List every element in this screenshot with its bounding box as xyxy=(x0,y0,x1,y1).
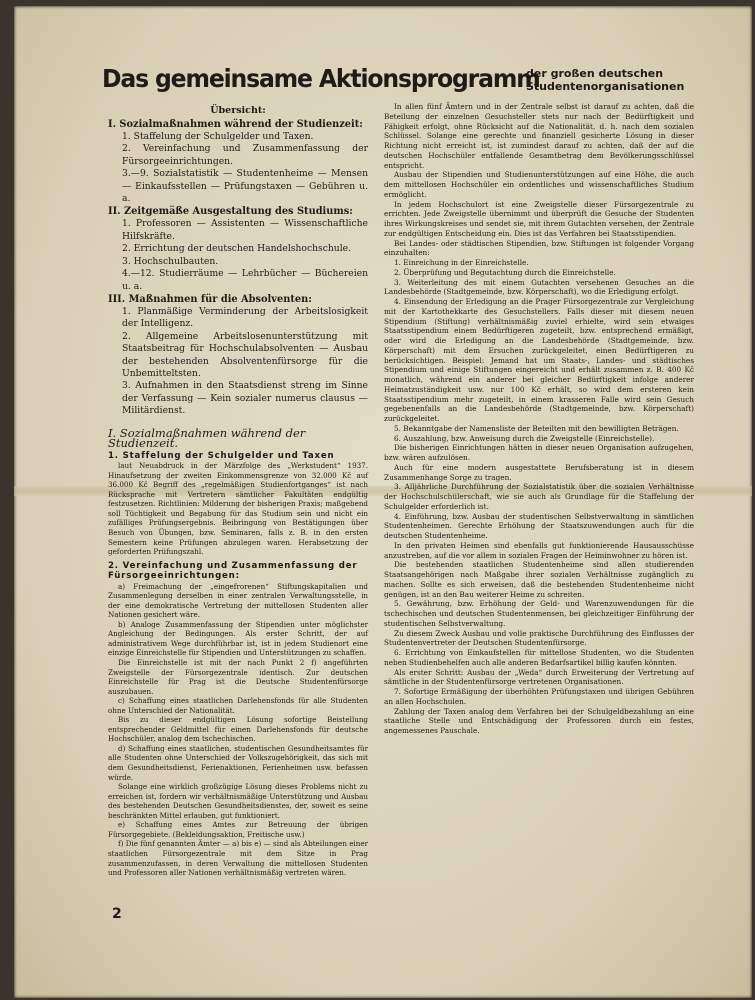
paragraph: 3. Weiterleitung des mit einem Gutachten versehenen Gesuches an die Landesbehörde (Stadtgemeinde, bzw. Körperschaft), wo die Erledigung erfolgt. xyxy=(384,277,694,297)
paragraph: Solange eine wirklich großzügige Lösung dieses Problems nicht zu erreichen ist, fordern wir verhältnismäßige Unterstützung und Ausbau des bestehenden Deutschen Gesundheitsdienstes, der, soweit es seine beschränkten Mittel erlauben, gut funktioniert. xyxy=(108,782,368,820)
subtitle-line-1: der großen deutschen xyxy=(526,67,664,80)
document-page xyxy=(14,6,752,998)
paragraph: Die bestehenden staatlichen Studentenheime sind allen studierenden Staatsangehörigen nach Maßgabe ihrer sozialen Verhältnisse zugänglich zu machen. Sollte es sich erweisen, daß die bestehenden Studentenheime nicht genügen, ist an den Bau weiterer Heime zu schreiten. xyxy=(384,560,694,599)
paragraph: In den privaten Heimen sind ebenfalls gut funktionierende Hausausschüsse anzustreben, auf die vor allem in sozialen Fragen der Heiminwohner zu hören ist. xyxy=(384,540,694,560)
overview-item: 1. Staffelung der Schulgelder und Taxen. xyxy=(122,131,314,143)
paragraph: e) Schaffung eines Amtes zur Betreuung der übrigen Fürsorgegebiete. (Bekleidungsaktion, Freitische usw.) xyxy=(108,820,368,839)
paragraph: 5. Bekanntgabe der Namensliste der Beteilten mit den bewilligten Beträgen. xyxy=(394,423,679,433)
paragraph: 5. Gewährung, bzw. Erhöhung der Geld- und Warenzuwendungen für die tschechischen und deutschen Studentenmensen, bei gleichzeitiger Einführung der studentischen Selbstverwaltung. xyxy=(384,599,694,628)
paragraph: 3. Alljährliche Durchführung der Sozialstatistik über die sozialen Verhältnisse der Hochschulschülerschaft, wie sie auch als Grundlage für die Staffelung der Schulgelder erforderlich ist. xyxy=(384,482,694,511)
paragraph: Die bisherigen Einrichtungen hätten in dieser neuen Organisation aufzugehen, bzw. wären aufzulösen. xyxy=(384,443,694,462)
paragraph: Zu diesem Zweck Ausbau und volle praktische Durchführung des Einflusses der Studentenvertreter der Deutschen Studentenfürsorge. xyxy=(384,628,694,648)
paragraph: Ausbau der Stipendien und Studienunterstützungen auf eine Höhe, die auch dem mittellosen Hochschüler ein ordentliches und wissenschaftliches Studium ermöglicht. xyxy=(384,170,694,199)
document-title: Das gemeinsame Aktionsprogramm xyxy=(102,64,540,93)
paragraph: Auch für eine modern ausgestattete Berufsberatung ist in diesem Zusammenhange Sorge zu tragen. xyxy=(384,462,694,482)
paragraph: laut Neuabdruck in der Märzfolge des „Werkstudent“ 1937. Hinaufsetzung der zweiten Einkommensgrenze von 32.000 Kč auf 36.000 Kč Begriff des „regelmäßigen Studienfortganges“ ist nach Rücksprache mit Vertretern sämtlicher Fakultäten endgültig festzusetzen. Richtlinien: Milderung der bisherigen Praxis; maßgebend soll Tüchtigkeit und Begabung für das Studium sein und nicht ein zufälliges Prüfungsergebnis. Beibringung von Bestätigungen über Besuch von Übungen, bzw. Seminaren, falls z. B. in den ersten Semestern keine Prüfungen abzulegen waren. Herabsetzung der geforderten Prüfungszahl. xyxy=(108,461,368,557)
paragraph: Bei Landes- oder städtischen Stipendien, bzw. Stiftungen ist folgender Vorgang einzuhalten: xyxy=(384,238,694,258)
paragraph: 4. Einsendung der Erledigung an die Prager Fürsorgezentrale zur Vergleichung mit der Kartothekkarte des Gesuchstellers. Falls dieser mit diesem neuen Stipendium (Stiftung) verhältnismäßig zuviel erhielte, wird sein etwaiges Staatsstipendium einem Bedürftigeren zugeteilt, bzw. entsprechend ermäßigt, oder wird die Erledigung an die Landesbehörde (Stadtgemeinde, bzw. Körperschaft) mit dem Ersuchen zurückgeleitet, einen Bedürftigeren zu berücksichtigen. Beispiel: Jemand hat um Staats-, Landes- und städtisches Stipendium und einige Stiftungen eingereicht und erhält zusammen z. B. 400 Kč monatlich, während ein anderer bei gleicher Bedürftigkeit infolge anderer Heimatzuständigkeit usw. nur 100 Kč erhält, so wird dem ersteren kein Staatsstipendium mehr zugeteilt, in einem krasseren Falle wird sein Gesuch gegebenenfalls an die Landesbehörde (Stadtgemeinde, bzw. Körperschaft) zurückgeleitet. xyxy=(384,297,694,423)
paragraph: In allen fünf Ämtern und in der Zentrale selbst ist darauf zu achten, daß die Beteilung der einzelnen Gesuchsteller stets nur nach der Bedürftigkeit und Fähigkeit erfolgt, ohne Rücksicht auf die Nationalität, d. h. nach dem sozialen Schlüssel. Solange eine gerechte und finanziell gesicherte Lösung in dieser Richtung nicht erreicht ist, ist zumindest darauf zu achten, daß der auf die deutschen Hochschüler entfallende Gesamtbetrag dem Bevölkerungsschlüssel entspricht. xyxy=(384,102,694,170)
paragraph: 6. Auszahlung, bzw. Anweisung durch die Zweigstelle (Einreichstelle). xyxy=(394,433,655,443)
paragraph: f) Die fünf genannten Ämter — a) bis e) — sind als Abteilungen einer staatlichen Fürsorgezentrale mit dem Sitze in Prag zusammenzufassen, in deren Verwaltung die mittellosen Studenten und Professoren aller Nationen verhältnismäßig vertreten wären. xyxy=(108,839,368,878)
overview-section-title: III. Maßnahmen für die Absolventen: xyxy=(108,293,312,305)
paragraph: Zahlung der Taxen analog dem Verfahren bei der Schulgeldbezahlung an eine staatliche Stelle und Entschädigung der Professoren durch ein festes, angemessenes Pauschale. xyxy=(384,706,694,735)
paragraph: 7. Sofortige Ermäßigung der überhöhten Prüfungstaxen und übrigen Gebühren an allen Hochschulen. xyxy=(384,687,694,706)
paragraph: 6. Errichtung von Einkaufstellen für mittellose Studenten, wo die Studenten neben Studienbehelfen auch alle anderen Bedarfsartikel billig kaufen könnten. xyxy=(384,648,694,667)
overview-heading: Übersicht: xyxy=(210,105,266,116)
overview-item: 3. Hochschulbauten. xyxy=(122,255,219,267)
overview-section-title: I. Sozialmaßnahmen während der Studienzeit: xyxy=(108,119,363,131)
paragraph: b) Analoge Zusammenfassung der Stipendien unter möglichster Angleichung der Bedingungen. Als erster Schritt, der auf administrativem Wege durchführbar ist, ist in jedem Studienort eine einzige Einreichstelle für Stipendien und Unterstützungen zu schaffen. xyxy=(108,619,368,658)
paragraph: Als erster Schritt: Ausbau der „Weda“ durch Erweiterung der Vertretung auf sämtliche in der Studentenfürsorge vertretenen Organisationen. xyxy=(384,667,694,687)
overview-item: 3.—9. Sozialstatistik — Studentenheime — Mensen — Einkaufsstellen — Prüfungstaxen — Gebühren u. a. xyxy=(122,168,368,205)
paragraph: Bis zu dieser endgültigen Lösung sofortige Beistellung entsprechender Geldmittel für einen Darlehensfonds für deutsche Hochschüler, analog dem tschechischen. xyxy=(108,715,368,744)
paragraph: 2. Überprüfung und Begutachtung durch die Einreichstelle. xyxy=(394,267,616,277)
overview-item: 3. Aufnahmen in den Staatsdienst streng im Sinne der Verfassung — Kein sozialer numerus clausus — Militärdienst. xyxy=(122,380,368,417)
overview-item: 2. Errichtung der deutschen Handelshochschule. xyxy=(122,243,351,255)
right-column xyxy=(384,102,694,736)
header xyxy=(102,64,712,106)
page-number: 2 xyxy=(112,906,122,922)
overview-item: 1. Professoren — Assistenten — Wissenschaftliche Hilfskräfte. xyxy=(122,218,368,242)
overview-item: 2. Vereinfachung und Zusammenfassung der Fürsorgeeinrichtungen. xyxy=(122,143,368,167)
subsection-heading: 1. Staffelung der Schulgelder und Taxen xyxy=(108,450,335,461)
paragraph: d) Schaffung eines staatlichen, studentischen Gesundheitsamtes für alle Studenten ohne Unterschied der Volkszugehörigkeit, das sich mit dem Gesundheitsdienst, Ferienaktionen, Ferienheimen usw. befassen würde. xyxy=(108,743,368,782)
overview-item: 1. Planmäßige Verminderung der Arbeitslosigkeit der Intelligenz. xyxy=(122,305,368,330)
overview-item: 4.—12. Studierräume — Lehrbücher — Büchereien u. a. xyxy=(122,268,368,292)
paragraph: Die Einreichstelle ist mit der nach Punkt 2 f) angeführten Zweigstelle der Fürsorgezentrale identisch. Zur deutschen Einreichstelle für Prag ist die Deutsche Studentenfürsorge auszubauen. xyxy=(108,658,368,696)
left-column xyxy=(108,106,368,878)
paragraph: a) Freimachung der „eingefrorenen“ Stiftungskapitalien und Zusammenlegung derselben in einer zentralen Verwaltungsstelle, in der eine demokratische Vertretung der mittellosen Studenten aller Nationen gesichert wäre. xyxy=(108,581,368,620)
paragraph: 4. Einführung, bzw. Ausbau der studentischen Selbstverwaltung in sämtlichen Studentenheimen. Gerechte Erhöhung der Staatszuwendungen auch für die deutschen Studentenheime. xyxy=(384,511,694,540)
document-subtitle xyxy=(526,68,716,93)
subsection-heading: 2. Vereinfachung und Zusammenfassung der Fürsorgeeinrichtungen: xyxy=(108,560,358,582)
overview-item: 2. Allgemeine Arbeitslosenunterstützung mit Staatsbeitrag für Hochschulabsolventen — Ausbau der bestehenden Absolventenfürsorge für die Unbemitteltsten. xyxy=(122,330,368,379)
subtitle-line-2: Studentenorganisationen xyxy=(526,79,685,93)
paragraph: In jedem Hochschulort ist eine Zweigstelle dieser Fürsorgezentrale zu errichten. Jede Zweigstelle übernimmt und überprüft die Gesuche der Studenten ihres Wirkungskreises und sendet sie, mit ihrem Gutachten versehen, der Zentrale zur endgültigen Entscheidung ein. Dies ist das Verfahren bei Staatsstipendien. xyxy=(384,199,694,238)
overview-section-title: II. Zeitgemäße Ausgestaltung des Studiums: xyxy=(108,206,353,218)
paragraph: 1. Einreichung in der Einreichstelle. xyxy=(394,258,529,267)
section-title: I. Sozialmaßnahmen während der Studienzeit. xyxy=(108,425,306,450)
paragraph: c) Schaffung eines staatlichen Darlehensfonds für alle Studenten ohne Unterschied der Nationalität. xyxy=(108,696,368,715)
